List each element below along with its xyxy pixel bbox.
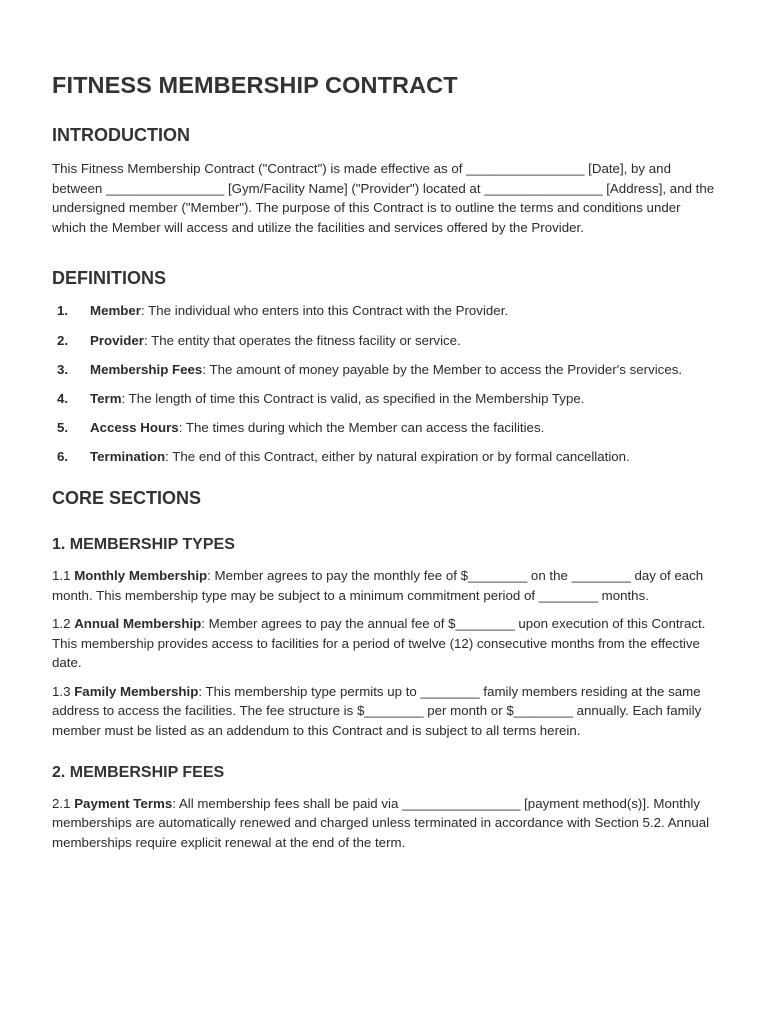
- definition-term: Access Hours: [90, 420, 179, 436]
- definition-text: : The length of time this Contract is valid, as specified in the Membership Type.: [121, 390, 585, 406]
- clause-paragraph: [52, 794, 718, 853]
- definition-item: [52, 418, 718, 438]
- introduction-paragraph: This Fitness Membership Contract ("Contract") is made effective as of ________________ [Date], by and between ________________ [Gym/Facility Name] ("Provider") located at ________________ [Address], and the undersigned member ("Member"). The purpose of this Contract is to outline the terms and conditions under which the Member will access and utilize the facilities and services offered by the Provider.: [52, 161, 715, 235]
- definition-term: Term: [90, 390, 122, 406]
- definitions-list: [52, 301, 718, 467]
- definition-number: 4.: [57, 390, 69, 406]
- definition-number: 1.: [57, 303, 69, 319]
- definition-text: : The amount of money payable by the Member to access the Provider's services.: [202, 361, 683, 377]
- clause-paragraph: [52, 682, 718, 741]
- clause-paragraph: [52, 614, 718, 673]
- membership-types-heading: 1. MEMBERSHIP TYPES: [52, 535, 235, 553]
- clause-term: Annual Membership: [74, 616, 202, 632]
- clause-number: 1.2: [52, 616, 75, 632]
- definition-item: [52, 360, 718, 380]
- clause-text: : This membership type permits up to ________ family members residing at the same address to access the facilities. The fee structure is $________ per month or $________ annually. Each family member must be listed as an addendum to this Contract and is subject to all terms herein.: [52, 683, 702, 739]
- definition-number: 2.: [57, 332, 69, 348]
- document-title: FITNESS MEMBERSHIP CONTRACT: [52, 72, 458, 98]
- clause-text: : Member agrees to pay the annual fee of $________ upon execution of this Contract. This membership provides access to facilities for a period of twelve (12) consecutive months from the effective date.: [52, 616, 706, 671]
- definition-text: : The times during which the Member can access the facilities.: [178, 420, 545, 436]
- clause-text: : Member agrees to pay the monthly fee of $________ on the ________ day of each month. This membership type may be subject to a minimum commitment period of ________ months.: [52, 567, 704, 603]
- definition-text: : The end of this Contract, either by natural expiration or by formal cancellation.: [165, 449, 630, 465]
- definition-number: 5.: [57, 420, 69, 436]
- introduction-heading: INTRODUCTION: [52, 125, 190, 145]
- definition-item: [52, 389, 718, 409]
- definition-item: [52, 301, 718, 321]
- core-sections-heading: CORE SECTIONS: [52, 487, 202, 508]
- definition-term: Provider: [90, 332, 144, 348]
- clause-number: 2.1: [52, 795, 75, 811]
- definition-item: [52, 447, 718, 467]
- clause-term: Monthly Membership: [74, 567, 208, 583]
- definition-number: 3.: [57, 361, 69, 377]
- definition-term: Membership Fees: [90, 361, 203, 377]
- clause-number: 1.3: [52, 683, 75, 699]
- definition-number: 6.: [57, 449, 69, 465]
- definitions-heading: DEFINITIONS: [52, 268, 167, 289]
- clause-term: Family Membership: [74, 683, 199, 699]
- membership-fees-heading: 2. MEMBERSHIP FEES: [52, 763, 225, 781]
- clause-text: : All membership fees shall be paid via ________________ [payment method(s)]. Monthly memberships are automatically renewed and charged unless terminated in accordance with Section 5.2. Annual memberships require explicit renewal at the end of the term.: [52, 795, 710, 850]
- definition-text: : The individual who enters into this Contract with the Provider.: [141, 303, 509, 319]
- definition-item: [52, 331, 718, 351]
- clause-term: Payment Terms: [74, 795, 173, 811]
- clause-number: 1.1: [52, 567, 75, 583]
- definition-term: Member: [90, 303, 141, 319]
- definition-text: : The entity that operates the fitness facility or service.: [143, 332, 461, 348]
- clause-paragraph: [52, 566, 718, 605]
- definition-term: Termination: [90, 449, 166, 465]
